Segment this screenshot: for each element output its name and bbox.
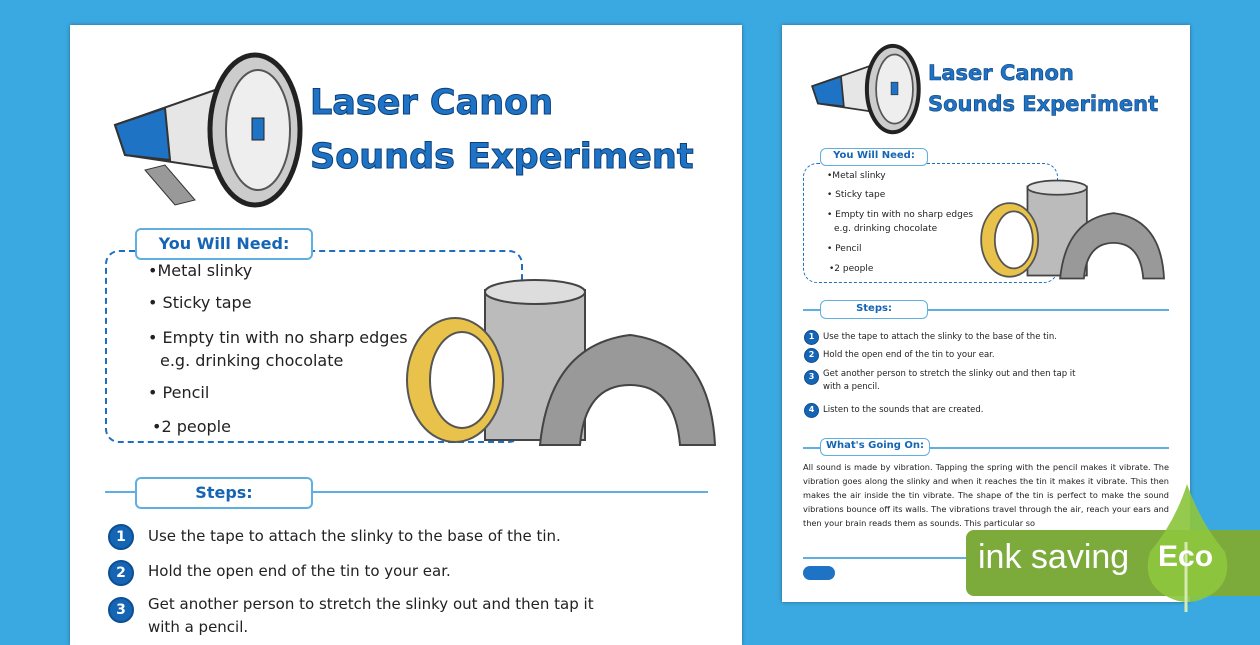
list-item: • Pencil bbox=[827, 244, 862, 254]
title-line-2: Sounds Experiment bbox=[310, 137, 694, 177]
you-will-need-heading: You Will Need: bbox=[820, 148, 928, 166]
step-text: Use the tape to attach the slinky to the base of the tin. bbox=[148, 527, 561, 545]
twinkl-logo bbox=[803, 566, 835, 580]
eco-label: Eco bbox=[1158, 540, 1214, 573]
list-item-text: Pencil bbox=[162, 383, 210, 402]
list-item: •2 people bbox=[829, 264, 874, 274]
list-item: • Empty tin with no sharp edges bbox=[827, 210, 974, 220]
step-text-continued: with a pencil. bbox=[823, 382, 880, 392]
list-item-text: Empty tin with no sharp edges bbox=[835, 210, 974, 220]
step-number: 1 bbox=[108, 524, 134, 550]
list-item: • Empty tin with no sharp edges bbox=[148, 328, 408, 347]
list-item: •Metal slinky bbox=[827, 171, 886, 181]
list-item-text: Empty tin with no sharp edges bbox=[162, 328, 408, 347]
step-text: Hold the open end of the tin to your ear. bbox=[148, 562, 451, 580]
list-item-text: Pencil bbox=[835, 244, 862, 254]
whats-going-on-heading: What's Going On: bbox=[820, 438, 930, 456]
list-item: •Metal slinky bbox=[148, 261, 253, 280]
ink-saving-label: ink saving bbox=[978, 538, 1130, 576]
explanation-paragraph: All sound is made by vibration. Tapping the spring with the pencil makes it vibrate. The vibration goes along the slinky and when it reaches the tin it makes it vibrate. This then makes the air inside the tin vibrate. The shape of the tin is perfect to make the sound vibrations bounce off its walls. The vibrations travel through the air, reach your ears and then your brain reads them as sounds. This particular so bbox=[803, 462, 1169, 528]
list-item: • Sticky tape bbox=[148, 293, 252, 312]
list-item: •2 people bbox=[152, 417, 231, 436]
step-number: 1 bbox=[804, 330, 819, 345]
title-line-2: Sounds Experiment bbox=[928, 92, 1159, 116]
steps-heading: Steps: bbox=[820, 300, 928, 319]
step-number: 2 bbox=[108, 560, 134, 586]
step-text-continued: with a pencil. bbox=[148, 618, 249, 636]
step-number: 3 bbox=[804, 370, 819, 385]
left-page-preview bbox=[70, 25, 742, 645]
step-text: Use the tape to attach the slinky to the base of the tin. bbox=[823, 332, 1057, 342]
materials-illustration bbox=[977, 177, 1167, 282]
megaphone-icon bbox=[105, 50, 305, 215]
step-text: Get another person to stretch the slinky out and then tap it bbox=[148, 595, 594, 613]
step-text: Hold the open end of the tin to your ear. bbox=[823, 350, 995, 360]
you-will-need-heading: You Will Need: bbox=[135, 228, 313, 260]
list-item-text: Sticky tape bbox=[835, 190, 886, 200]
list-item-continued: e.g. drinking chocolate bbox=[834, 224, 938, 234]
step-number: 2 bbox=[804, 348, 819, 363]
list-item-text: Sticky tape bbox=[162, 293, 252, 312]
step-text: Listen to the sounds that are created. bbox=[823, 405, 984, 415]
materials-illustration bbox=[400, 275, 720, 450]
title-line-1: Laser Canon bbox=[928, 61, 1074, 85]
list-item: • Pencil bbox=[148, 383, 210, 402]
list-item-continued: e.g. drinking chocolate bbox=[160, 351, 344, 370]
title-line-1: Laser Canon bbox=[310, 83, 554, 123]
right-page-preview bbox=[782, 25, 1190, 602]
megaphone-icon bbox=[804, 43, 924, 138]
list-item: • Sticky tape bbox=[827, 190, 886, 200]
step-number: 4 bbox=[804, 403, 819, 418]
step-number: 3 bbox=[108, 597, 134, 623]
step-text: Get another person to stretch the slinky out and then tap it bbox=[823, 369, 1076, 379]
steps-heading: Steps: bbox=[135, 477, 313, 509]
